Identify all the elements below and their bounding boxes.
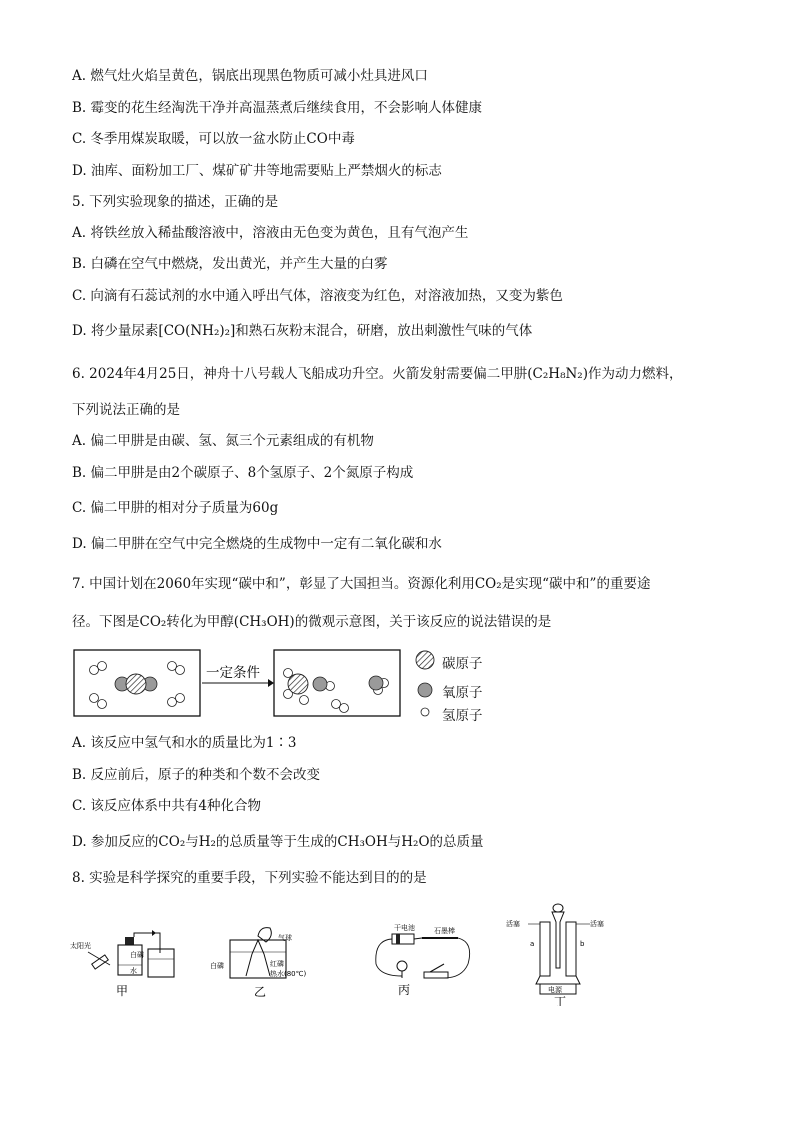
jia-label-sunlight: 太阳光	[70, 942, 91, 950]
option-5b: B. 白磷在空气中燃烧，发出黄光，并产生大量的白雾	[72, 256, 388, 272]
option-6d: D. 偏二甲肼在空气中完全燃烧的生成物中一定有二氧化碳和水	[72, 536, 442, 552]
bing-label-battery: 干电池	[394, 924, 415, 932]
option-5c: C. 向滴有石蕊试剂的水中通入呼出气体，溶液变为红色，对溶液加热，又变为紫色	[72, 288, 563, 304]
battery-icon	[392, 934, 414, 944]
option-5d: D. 将少量尿素[CO(NH₂)₂]和熟石灰粉末混合，研磨，放出刺激性气味的气体	[72, 323, 533, 339]
circuit-wire	[376, 938, 470, 978]
option-6b: B. 偏二甲肼是由2个碳原子、8个氢原子、2个氮原子构成	[72, 465, 414, 481]
question-6-line1: 6. 2024年4月25日，神舟十八号载人飞船成功升空。火箭发射需要偏二甲肼(C₂H₈N₂)作为动力燃料，	[72, 366, 683, 382]
ding-label-stopcock-right: 活塞	[590, 920, 604, 928]
option-4d: D. 油库、面粉加工厂、煤矿矿井等地需要贴上严禁烟火的标志	[72, 163, 442, 179]
reaction-diagram	[72, 648, 402, 720]
switch-icon	[424, 972, 448, 978]
question-7-line2: 径。下图是CO₂转化为甲醇(CH₃OH)的微观示意图，关于该反应的说法错误的是	[72, 614, 552, 630]
bulb-icon	[397, 961, 407, 971]
apparatus-yi	[208, 918, 328, 1012]
option-4c: C. 冬季用煤炭取暖，可以放一盆水防止CO中毒	[72, 131, 355, 147]
ding-label-power: 电源	[548, 986, 562, 994]
methanol-molecule	[284, 669, 335, 705]
yi-caption: 乙	[254, 985, 267, 999]
question-6-line2: 下列说法正确的是	[72, 402, 180, 418]
bing-label-graphite-rod: 石墨棒	[434, 927, 455, 935]
option-7b: B. 反应前后，原子的种类和个数不会改变	[72, 767, 321, 783]
beaker-icon	[148, 949, 174, 977]
question-7-line1: 7. 中国计划在2060年实现“碳中和”，彰显了大国担当。资源化利用CO₂是实现“碳中和”的重要途	[72, 576, 651, 592]
co2-molecule	[115, 674, 157, 694]
stopper-icon	[125, 937, 134, 945]
y-tube-icon	[246, 940, 270, 976]
ding-label-a: a	[530, 940, 535, 948]
carbon-atom-icon	[416, 651, 434, 669]
legend-oxygen: 氧原子	[442, 685, 483, 701]
hydrogen-atom-icon	[421, 708, 429, 716]
apparatus-ding	[506, 898, 624, 1006]
yi-label-white-phosphorus: 白磷	[210, 962, 224, 970]
option-6a: A. 偏二甲肼是由碳、氢、氮三个元素组成的有机物	[72, 433, 374, 449]
jia-label-water: 水	[130, 967, 137, 975]
legend-hydrogen: 氢原子	[442, 708, 483, 724]
h2-molecule-remaining	[332, 700, 349, 713]
apparatus-jia	[70, 925, 188, 1013]
jia-caption: 甲	[116, 984, 129, 998]
yi-label-hot-water: 热水(80℃)	[270, 970, 307, 978]
jia-label-white-phosphorus: 白磷	[130, 951, 144, 959]
option-7c: C. 该反应体系中共有4种化合物	[72, 798, 262, 814]
oxygen-atom-icon	[418, 683, 432, 697]
yi-label-balloon: 气球	[278, 934, 292, 942]
option-6c: C. 偏二甲肼的相对分子质量为60g	[72, 500, 279, 516]
option-7d: D. 参加反应的CO₂与H₂的总质量等于生成的CH₃OH与H₂O的总质量	[72, 834, 484, 850]
bing-caption: 丙	[398, 983, 411, 997]
water-molecule	[369, 676, 389, 695]
option-4b: B. 霉变的花生经淘洗干净并高温蒸煮后继续食用，不会影响人体健康	[72, 100, 483, 116]
tube-b-icon	[566, 922, 576, 976]
question-8: 8. 实验是科学探究的重要手段，下列实验不能达到目的的是	[72, 870, 427, 886]
apparatus-bing	[368, 920, 480, 1016]
legend-icons	[413, 649, 437, 719]
option-4a: A. 燃气灶火焰呈黄色，锅底出现黑色物质可减小灶具进风口	[72, 68, 428, 84]
option-7a: A. 该反应中氢气和水的质量比为1∶3	[72, 735, 297, 751]
funnel-icon	[552, 912, 564, 968]
tube-a-icon	[540, 922, 550, 976]
ding-label-stopcock-left: 活塞	[506, 920, 520, 928]
lens-icon	[92, 955, 109, 969]
ding-label-b: b	[580, 940, 585, 948]
delivery-tube	[134, 933, 160, 953]
option-5a: A. 将铁丝放入稀盐酸溶液中，溶液由无色变为黄色，且有气泡产生	[72, 225, 469, 241]
reaction-condition: 一定条件	[206, 665, 260, 681]
ding-caption: 丁	[554, 995, 567, 1006]
legend-carbon: 碳原子	[442, 656, 483, 672]
question-5: 5. 下列实验现象的描述，正确的是	[72, 194, 279, 210]
yi-label-red-phosphorus: 红磷	[270, 960, 284, 968]
